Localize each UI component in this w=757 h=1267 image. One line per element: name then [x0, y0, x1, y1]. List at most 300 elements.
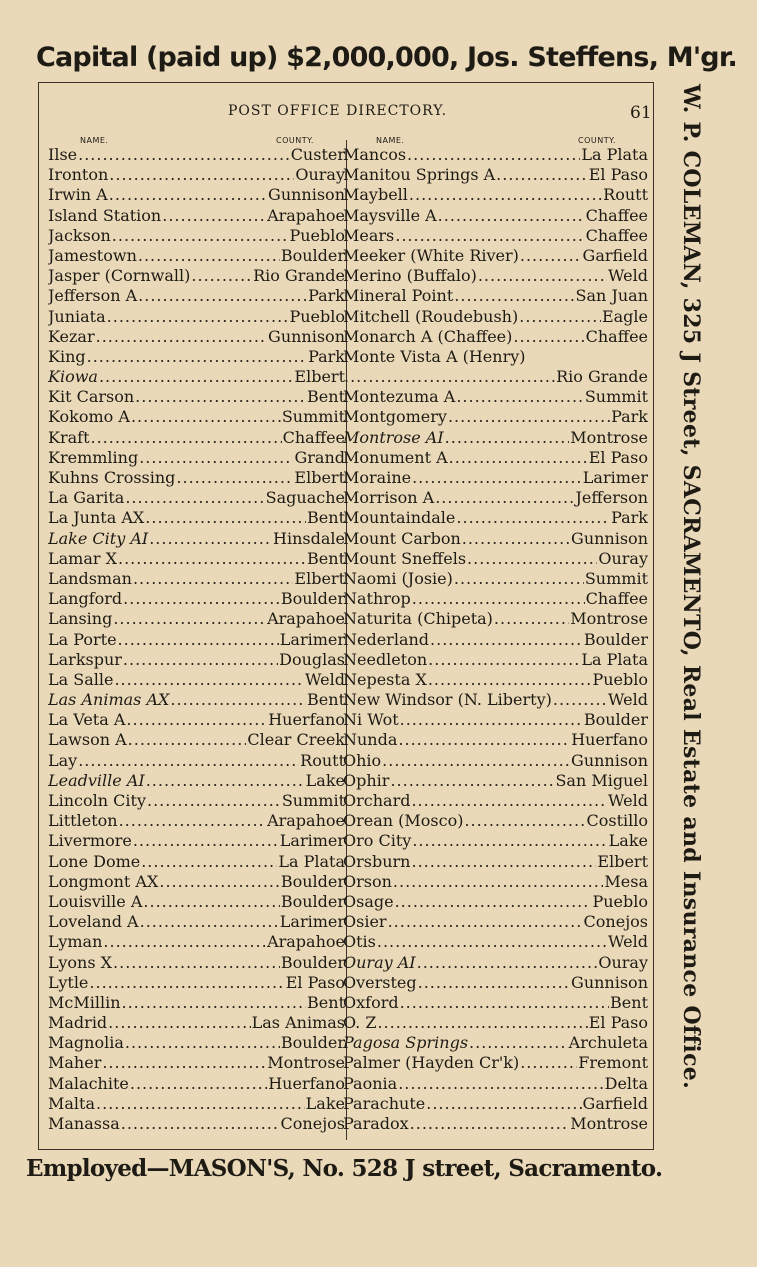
leader-dots: [118, 630, 279, 650]
post-office-name: Jamestown: [48, 245, 137, 265]
directory-entry: [343, 206, 648, 226]
leader-dots: [103, 932, 266, 952]
county-name: Jefferson: [575, 488, 648, 508]
county-name: Montrose: [570, 1114, 648, 1133]
leader-dots: [428, 650, 580, 670]
county-name: Chaffee: [585, 589, 648, 609]
post-office-name: Malta: [48, 1093, 96, 1113]
county-name: Rio Grande: [556, 367, 648, 387]
leader-dots: [411, 791, 607, 811]
leader-dots: [398, 730, 570, 750]
leader-dots: [99, 367, 293, 387]
leader-dots: [496, 165, 588, 185]
county-name: Pueblo: [592, 669, 648, 689]
post-office-name: Manitou Springs A: [343, 165, 496, 185]
post-office-name: Montgomery: [343, 407, 447, 427]
county-name: Conejos: [583, 912, 648, 932]
post-office-name: Mears: [343, 225, 395, 245]
post-office-name: Kiowa: [48, 367, 98, 387]
county-name: Larimer: [582, 468, 648, 487]
county-name: Park: [611, 508, 648, 528]
post-office-name: Mount Sneffels: [343, 548, 467, 568]
right-county-column-header: COUNTY.: [578, 136, 616, 145]
leader-dots: [494, 609, 569, 629]
county-name: Saguache: [265, 488, 345, 508]
county-name: La Plata: [278, 851, 345, 871]
post-office-name: Nepesta X: [343, 669, 427, 689]
directory-entry: [343, 428, 648, 448]
post-office-name: Island Station: [48, 205, 162, 225]
post-office-name: Kuhns Crossing: [48, 468, 176, 487]
directory-entry: [343, 347, 648, 367]
post-office-name: McMillin: [48, 992, 121, 1012]
leader-dots: [114, 670, 304, 690]
leader-dots: [138, 246, 280, 266]
directory-entry: [48, 892, 345, 912]
post-office-name: Kit Carson: [48, 387, 135, 407]
directory-entry: [48, 953, 345, 973]
directory-entry: [48, 569, 345, 589]
leader-dots: [133, 831, 279, 851]
county-name: Costillo: [586, 811, 648, 831]
county-name: San Miguel: [555, 770, 648, 790]
directory-entry: [48, 932, 345, 952]
leader-dots: [344, 367, 555, 387]
post-office-name: Orchard: [343, 791, 411, 810]
post-office-name: Jasper (Cornwall): [48, 266, 191, 286]
directory-entry: [343, 529, 648, 549]
directory-entry: [343, 387, 648, 407]
county-name: Douglas: [279, 649, 345, 669]
directory-entry: [343, 549, 648, 569]
post-office-name: Kraft: [48, 427, 90, 447]
directory-entry: [343, 266, 648, 286]
leader-dots: [464, 811, 585, 831]
post-office-name: Lyons X: [48, 952, 113, 972]
leader-dots: [96, 327, 267, 347]
post-office-name: Mount Carbon: [343, 528, 461, 548]
directory-entry: [48, 1094, 345, 1114]
leader-dots: [130, 1074, 267, 1094]
leader-dots: [418, 973, 570, 993]
county-name: El Paso: [588, 165, 648, 185]
post-office-name: Nunda: [343, 730, 398, 750]
county-name: Park: [308, 286, 345, 306]
leader-dots: [138, 286, 307, 306]
county-name: Elbert: [294, 468, 345, 487]
directory-entry: [48, 347, 345, 367]
directory-entry: [48, 145, 345, 165]
leader-dots: [125, 488, 264, 508]
leader-dots: [112, 226, 289, 246]
county-name: Boulder: [280, 871, 345, 891]
county-name: Gunnison: [571, 972, 648, 992]
directory-entry: [343, 1033, 648, 1053]
post-office-name: Lone Dome: [48, 851, 141, 871]
directory-entry: [343, 912, 648, 932]
county-name: Custer: [290, 145, 345, 164]
leader-dots: [102, 1053, 266, 1073]
directory-entry: [48, 589, 345, 609]
post-office-name: Paonia: [343, 1073, 398, 1093]
county-name: Bent: [307, 690, 345, 710]
county-name: Mesa: [604, 871, 648, 891]
post-office-name: Palmer (Hayden Cr'k): [343, 1053, 520, 1073]
leader-dots: [388, 912, 583, 932]
directory-entry: [48, 1033, 345, 1053]
directory-entry: [48, 609, 345, 629]
leader-dots: [382, 751, 570, 771]
post-office-name: Parachute: [343, 1093, 426, 1113]
county-name: Las Animas: [251, 1013, 345, 1033]
post-office-name: Irwin A: [48, 185, 108, 205]
county-name: Huerfano: [268, 1073, 345, 1093]
directory-entry: [48, 307, 345, 327]
post-office-name: Pagosa Springs: [343, 1033, 469, 1053]
directory-entry: [343, 1053, 648, 1073]
post-office-name: Leadville AI: [48, 770, 145, 790]
directory-entry: [48, 1074, 345, 1094]
post-office-name: Malachite: [48, 1073, 129, 1093]
leader-dots: [445, 428, 570, 448]
leader-dots: [469, 1033, 568, 1053]
post-office-name: Oversteg: [343, 972, 417, 992]
leader-dots: [400, 993, 609, 1013]
post-office-name: Paradox: [343, 1114, 409, 1133]
county-name: Summit: [281, 407, 345, 427]
post-office-name: Magnolia: [48, 1033, 124, 1053]
county-name: Garfield: [582, 245, 648, 265]
directory-entry: [343, 407, 648, 427]
leader-dots: [454, 286, 574, 306]
leader-dots: [78, 145, 290, 165]
leader-dots: [430, 630, 583, 650]
directory-entry: [343, 508, 648, 528]
county-name: Weld: [608, 791, 648, 810]
leader-dots: [159, 872, 279, 892]
leader-dots: [513, 327, 584, 347]
county-name: Boulder: [280, 1033, 345, 1053]
post-office-name: Oxford: [343, 992, 399, 1012]
post-office-name: Nathrop: [343, 589, 411, 609]
directory-entry: [48, 549, 345, 569]
directory-entry: [48, 1013, 345, 1033]
post-office-name: Monument A: [343, 447, 448, 467]
county-name: Bent: [307, 992, 345, 1012]
directory-entry: [48, 266, 345, 286]
post-office-name: Montrose AI: [343, 427, 444, 447]
leader-dots: [409, 185, 602, 205]
post-office-name: Lansing: [48, 609, 113, 629]
county-name: Park: [611, 407, 648, 427]
post-office-name: Lincoln City: [48, 791, 146, 810]
county-name: Montrose: [570, 609, 648, 629]
directory-entry: [343, 1074, 648, 1094]
leader-dots: [553, 690, 607, 710]
leader-dots: [113, 609, 266, 629]
post-office-name: Morrison A: [343, 488, 435, 508]
post-office-name: Orsburn: [343, 851, 411, 871]
directory-entry: [343, 609, 648, 629]
leader-dots: [122, 993, 307, 1013]
directory-entry: [343, 710, 648, 730]
county-name: Summit: [281, 791, 345, 810]
post-office-name: Merino (Buffalo): [343, 266, 477, 286]
directory-entry: [48, 791, 345, 811]
leader-dots: [417, 953, 598, 973]
county-name: Weld: [305, 669, 345, 689]
county-name: Larimer: [279, 831, 345, 851]
directory-entry: [48, 468, 345, 488]
leader-dots: [135, 387, 306, 407]
county-name: Chaffee: [282, 427, 345, 447]
county-name: Pueblo: [289, 306, 345, 326]
post-office-name: Mountaindale: [343, 508, 456, 528]
directory-entry: [48, 246, 345, 266]
directory-entry: [343, 286, 648, 306]
county-name: Summit: [584, 568, 648, 588]
directory-entry: [48, 872, 345, 892]
directory-entry: [48, 488, 345, 508]
post-office-name: Longmont AX: [48, 871, 159, 891]
leader-dots: [87, 347, 307, 367]
county-name: Huerfano: [571, 730, 648, 750]
leader-dots: [520, 246, 582, 266]
directory-entry: [48, 1053, 345, 1073]
leader-dots: [133, 569, 293, 589]
directory-entry: [343, 791, 648, 811]
directory-entry: [343, 730, 648, 750]
county-name: Garfield: [582, 1093, 648, 1113]
post-office-name: La Veta A: [48, 710, 126, 730]
county-name: Gunnison: [268, 326, 345, 346]
leader-dots: [108, 1013, 250, 1033]
top-advertisement-banner: Capital (paid up) $2,000,000, Jos. Steffens, M'gr.: [36, 42, 737, 73]
county-name: Clear Creek: [247, 730, 345, 750]
county-name: Huerfano: [268, 710, 345, 730]
leader-dots: [520, 1053, 577, 1073]
county-name: Pueblo: [592, 891, 648, 911]
county-name: Arapahoe: [267, 609, 345, 629]
leader-dots: [410, 1114, 570, 1134]
post-office-name: Moraine: [343, 468, 412, 487]
post-office-name: Maher: [48, 1053, 102, 1073]
leader-dots: [377, 932, 607, 952]
post-office-name: Madrid: [48, 1013, 108, 1033]
leader-dots: [449, 448, 588, 468]
county-name: Fremont: [578, 1053, 648, 1073]
bottom-advertisement-banner: Employed—MASON'S, No. 528 J street, Sacramento.: [26, 1155, 663, 1182]
directory-entry: [343, 852, 648, 872]
post-office-name: La Salle: [48, 669, 114, 689]
leader-dots: [395, 892, 592, 912]
leader-dots: [456, 387, 584, 407]
post-office-name: Osage: [343, 891, 394, 911]
county-name: Chaffee: [585, 225, 648, 245]
county-name: Rio Grande: [253, 266, 345, 286]
leader-dots: [78, 751, 299, 771]
directory-entry: [343, 953, 648, 973]
county-name: Chaffee: [585, 326, 648, 346]
right-directory-column: [343, 145, 648, 1134]
leader-dots: [456, 508, 610, 528]
county-name: Boulder: [583, 710, 648, 730]
post-office-name: Louisville A: [48, 891, 143, 911]
directory-entry: [343, 751, 648, 771]
leader-dots: [109, 185, 267, 205]
directory-entry: [343, 327, 648, 347]
leader-dots: [162, 206, 266, 226]
county-name: Bent: [307, 387, 345, 407]
county-name: Gunnison: [571, 528, 648, 548]
county-name: San Juan: [575, 286, 648, 306]
directory-entry: [48, 771, 345, 791]
county-name: Arapahoe: [267, 205, 345, 225]
county-name: Conejos: [280, 1114, 345, 1133]
county-name: Boulder: [280, 589, 345, 609]
leader-dots: [176, 468, 293, 488]
directory-entry: [48, 670, 345, 690]
post-office-name: Mancos: [343, 145, 407, 164]
leader-dots: [125, 1033, 280, 1053]
directory-entry: [48, 407, 345, 427]
post-office-name: O. Z: [343, 1013, 377, 1033]
directory-entry: [343, 690, 648, 710]
post-office-name: Larkspur: [48, 649, 122, 669]
directory-entry: [343, 771, 648, 791]
county-name: Arapahoe: [267, 811, 345, 831]
leader-dots: [412, 831, 607, 851]
county-name: Summit: [584, 387, 648, 407]
leader-dots: [412, 589, 585, 609]
county-name: Elbert: [597, 851, 648, 871]
county-name: Routt: [300, 750, 345, 770]
post-office-name: Juniata: [48, 306, 106, 326]
directory-entry: [48, 831, 345, 851]
leader-dots: [400, 710, 583, 730]
leader-dots: [141, 852, 277, 872]
directory-entry: [48, 327, 345, 347]
directory-entry: [48, 973, 345, 993]
post-office-name: Loveland A: [48, 912, 139, 932]
county-name: Archuleta: [568, 1033, 648, 1053]
leader-dots: [467, 549, 597, 569]
leader-dots: [143, 892, 279, 912]
county-name: Montrose: [570, 427, 648, 447]
directory-entry: [343, 226, 648, 246]
directory-entry: [343, 569, 648, 589]
directory-entry: [343, 670, 648, 690]
county-name: Larimer: [279, 629, 345, 649]
leader-dots: [454, 569, 584, 589]
directory-entry: [48, 286, 345, 306]
post-office-name: Naturita (Chipeta): [343, 609, 493, 629]
leader-dots: [107, 307, 289, 327]
post-office-name: Lytle: [48, 972, 89, 992]
post-office-name: Oro City: [343, 831, 412, 851]
county-name: Hinsdale: [273, 528, 345, 548]
post-office-name: Kremmling: [48, 447, 139, 467]
post-office-name: Osier: [343, 912, 387, 932]
leader-dots: [462, 529, 570, 549]
county-name: Boulder: [280, 245, 345, 265]
county-name: Elbert: [294, 568, 345, 588]
county-name: El Paso: [588, 1013, 648, 1033]
post-office-name: Lay: [48, 750, 78, 770]
leader-dots: [435, 488, 574, 508]
post-office-name: Lawson A: [48, 730, 127, 750]
county-name: Gunnison: [571, 750, 648, 770]
post-office-name: Jefferson A: [48, 286, 138, 306]
post-office-name: La Porte: [48, 629, 117, 649]
county-name: Eagle: [601, 306, 648, 326]
county-name: Park: [308, 346, 345, 366]
post-office-name: Landsman: [48, 568, 132, 588]
leader-dots: [412, 468, 582, 488]
post-office-name: Orean (Mosco): [343, 811, 464, 831]
directory-entry: [343, 468, 648, 488]
post-office-name: King: [48, 346, 86, 366]
directory-entry: [343, 488, 648, 508]
leader-dots: [448, 407, 610, 427]
directory-entry: [343, 811, 648, 831]
post-office-name: Langford: [48, 589, 123, 609]
post-office-name: Ni Wot: [343, 710, 399, 730]
leader-dots: [128, 730, 247, 750]
post-office-name: Maysville A: [343, 205, 437, 225]
post-office-name: Mineral Point: [343, 286, 454, 306]
leader-dots: [121, 1114, 280, 1134]
directory-entry: [48, 165, 345, 185]
directory-entry: [48, 387, 345, 407]
leader-dots: [109, 165, 294, 185]
leader-dots: [145, 508, 306, 528]
leader-dots: [147, 791, 281, 811]
directory-entry: [343, 589, 648, 609]
leader-dots: [149, 529, 272, 549]
county-name: Bent: [307, 508, 345, 528]
leader-dots: [407, 145, 580, 165]
directory-entry: [48, 993, 345, 1013]
post-office-name: Ilse: [48, 145, 78, 164]
county-name: El Paso: [285, 972, 345, 992]
post-office-name: Littleton: [48, 811, 118, 831]
directory-entry: [48, 1114, 345, 1134]
leader-dots: [146, 771, 305, 791]
post-office-name: Kezar: [48, 326, 95, 346]
directory-entry: [343, 307, 648, 327]
directory-entry: [48, 630, 345, 650]
county-name: Lake: [305, 1093, 345, 1113]
leader-dots: [126, 710, 267, 730]
leader-dots: [89, 973, 284, 993]
county-name: La Plata: [581, 649, 648, 669]
directory-entry: [48, 710, 345, 730]
left-county-column-header: COUNTY.: [276, 136, 314, 145]
left-name-column-header: NAME.: [80, 136, 109, 145]
county-name: Pueblo: [289, 225, 345, 245]
directory-entry: [343, 1094, 648, 1114]
post-office-name: Ohio: [343, 750, 382, 770]
post-office-name: Jackson: [48, 225, 111, 245]
left-directory-column: [48, 145, 345, 1134]
county-name: Chaffee: [585, 205, 648, 225]
leader-dots: [118, 549, 306, 569]
county-name: Weld: [608, 690, 648, 710]
leader-dots: [119, 811, 267, 831]
county-name: El Paso: [588, 447, 648, 467]
directory-entry: [343, 367, 648, 387]
